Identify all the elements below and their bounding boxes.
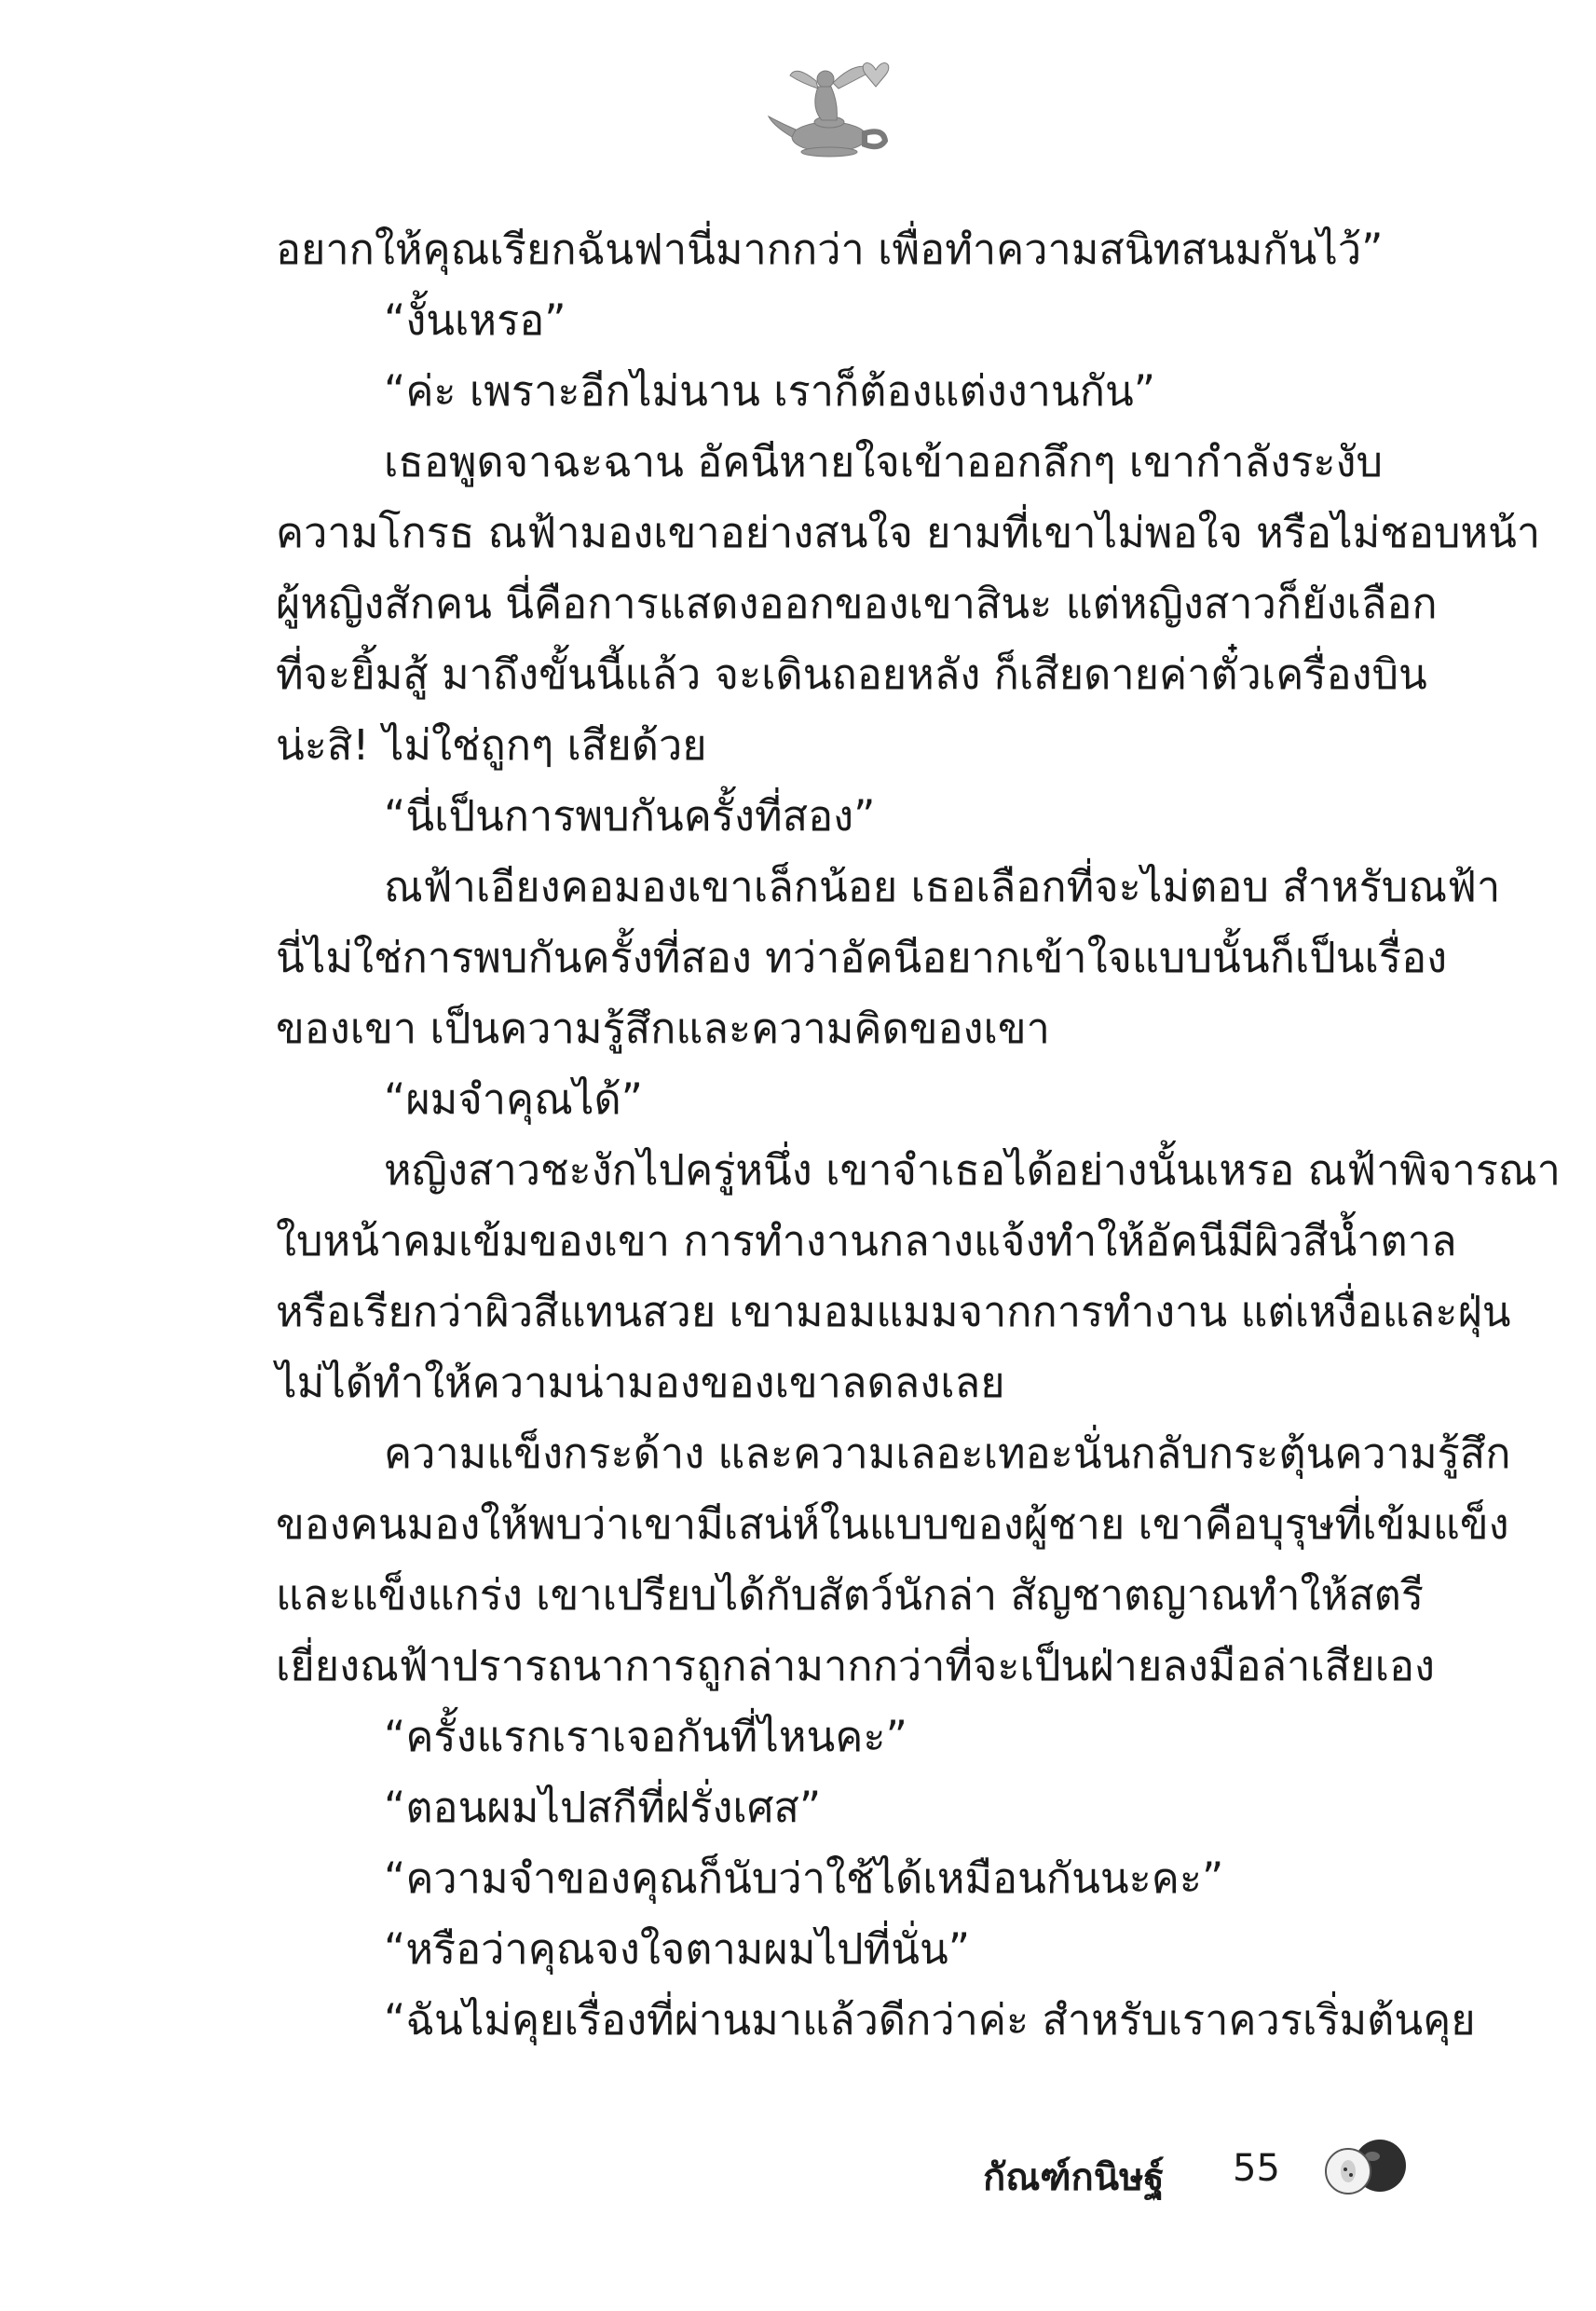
text-line: และแข็งแกร่ง เขาเปรียบได้กับสัตว์นักล่า สัญชาตญาณทำให้สตรี xyxy=(276,1570,1425,1620)
fairy-teapot-icon xyxy=(764,51,913,163)
text-line: “งั้นเหรอ” xyxy=(384,295,566,345)
paragraph xyxy=(276,852,1501,1064)
text-line: ใบหน้าคมเข้มของเขา การทำงานกลางแจ้งทำให้อัคนีมีผิวสีน้ำตาล xyxy=(276,1216,1457,1265)
text-line: “ตอนผมไปสกีที่ฝรั่งเศส” xyxy=(384,1783,822,1832)
text-line: เธอพูดจาฉะฉาน อัคนีหายใจเข้าออกลึกๆ เขากำลังระงับ xyxy=(384,437,1384,486)
paragraph xyxy=(276,1914,1405,1985)
text-line: “ครั้งแรกเราเจอกันที่ไหนคะ” xyxy=(384,1712,907,1761)
page-footer xyxy=(983,2134,1412,2208)
paragraph xyxy=(276,285,1405,356)
text-line: เยี่ยงณฟ้าปรารถนาการถูกล่ามากกว่าที่จะเป็นฝ่ายลงมือล่าเสียเอง xyxy=(276,1641,1435,1690)
text-line: หญิงสาวชะงักไปครู่หนึ่ง เขาจำเธอได้อย่างนั้นเหรอ ณฟ้าพิจารณา xyxy=(384,1145,1561,1195)
body-text xyxy=(276,214,1561,2056)
paragraph xyxy=(276,1772,1405,1843)
paragraph xyxy=(276,356,1405,427)
paragraph xyxy=(276,1064,1405,1135)
paragraph xyxy=(276,1702,1405,1772)
paragraph xyxy=(276,1985,1476,2056)
text-line: “หรือว่าคุณจงใจตามผมไปที่นั่น” xyxy=(384,1924,971,1974)
text-line: ของเขา เป็นความรู้สึกและความคิดของเขา xyxy=(276,1004,1050,1053)
text-line: ของคนมองให้พบว่าเขามีเสน่ห์ในแบบของผู้ชาย เขาคือบุรุษที่เข้มแข็ง xyxy=(276,1499,1509,1549)
paragraph xyxy=(276,214,1405,285)
paragraph xyxy=(276,781,1405,852)
paragraph xyxy=(276,1135,1561,1418)
text-line: ณฟ้าเอียงคอมองเขาเล็กน้อย เธอเลือกที่จะไม่ตอบ สำหรับณฟ้า xyxy=(384,862,1501,911)
page-number: 55 xyxy=(1233,2147,1280,2190)
paragraph xyxy=(276,1843,1405,1914)
book-title: กัณฑ์กนิษฐ์ xyxy=(983,2156,1165,2199)
text-line: ที่จะยิ้มสู้ มาถึงขั้นนี้แล้ว จะเดินถอยหลัง ก็เสียดายค่าตั๋วเครื่องบิน xyxy=(276,650,1427,699)
text-line: ไม่ได้ทำให้ความน่ามองของเขาลดลงเลย xyxy=(276,1358,1005,1407)
text-line: “ค่ะ เพราะอีกไม่นาน เราก็ต้องแต่งงานกัน” xyxy=(384,366,1156,416)
text-line: หรือเรียกว่าผิวสีแทนสวย เขามอมแมมจากการทำงาน แต่เหงื่อและฝุ่น xyxy=(276,1287,1511,1336)
text-line: “ความจำของคุณก็นับว่าใช้ได้เหมือนกันนะคะ” xyxy=(384,1853,1224,1903)
paragraph xyxy=(276,427,1541,781)
text-line: นี่ไม่ใช่การพบกันครั้งที่สอง ทว่าอัคนีอยากเข้าใจแบบนั้นก็เป็นเรื่อง xyxy=(276,933,1448,982)
text-line: ผู้หญิงสักคน นี่คือการแสดงออกของเขาสินะ แต่หญิงสาวก็ยังเลือก xyxy=(276,579,1438,628)
text-line: ความโกรธ ณฟ้ามองเขาอย่างสนใจ ยามที่เขาไม่พอใจ หรือไม่ชอบหน้า xyxy=(276,508,1541,557)
paragraph xyxy=(276,1418,1511,1702)
text-line: “นี่เป็นการพบกันครั้งที่สอง” xyxy=(384,791,876,841)
apples-icon xyxy=(1318,2134,1412,2199)
text-line: ความแข็งกระด้าง และความเลอะเทอะนั่นกลับกระตุ้นความรู้สึก xyxy=(384,1429,1511,1478)
text-line: “ฉันไม่คุยเรื่องที่ผ่านมาแล้วดีกว่าค่ะ สำหรับเราควรเริ่มต้นคุย xyxy=(384,1995,1476,2044)
text-line: “ผมจำคุณได้” xyxy=(384,1074,643,1124)
text-line: อยากให้คุณเรียกฉันฟานี่มากกว่า เพื่อทำความสนิทสนมกันไว้” xyxy=(276,225,1384,274)
text-line: น่ะสิ! ไม่ใช่ถูกๆ เสียด้วย xyxy=(276,720,707,770)
